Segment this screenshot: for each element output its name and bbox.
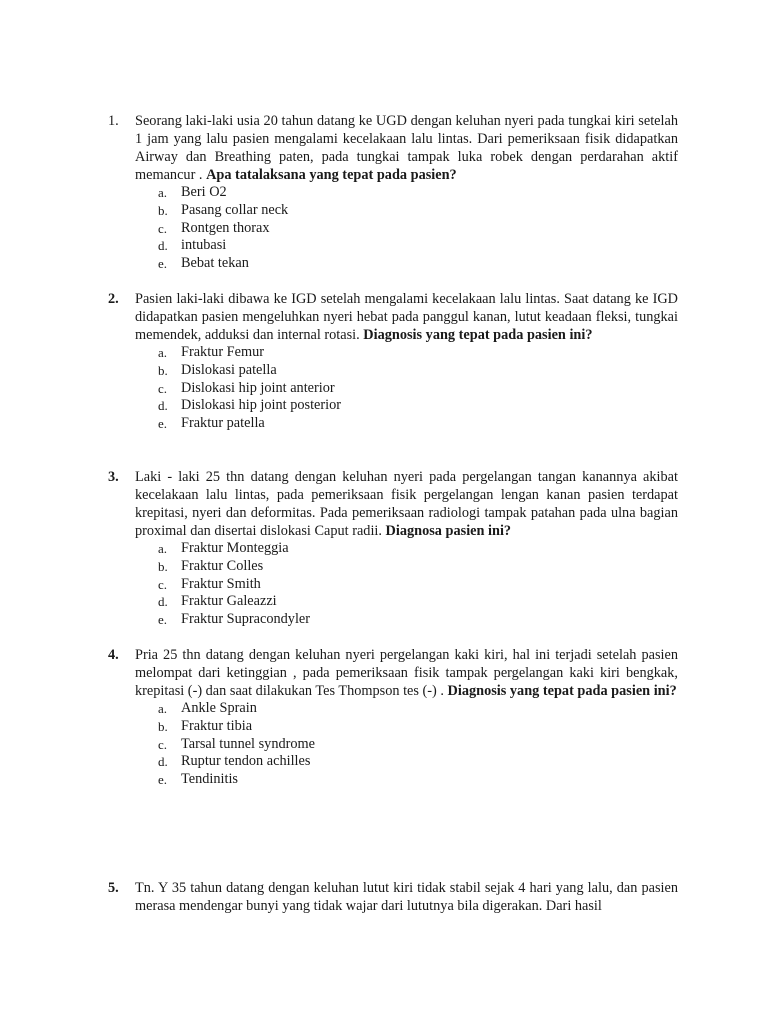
option-b	[158, 362, 678, 380]
option-label: Fraktur tibia	[181, 717, 253, 734]
option-letter: d.	[158, 594, 168, 610]
option-d	[158, 237, 678, 255]
question-body: Laki - laki 25 thn datang dengan keluhan nyeri pada pergelangan tangan kanannya akibat kecelakaan lalu lintas, pada pemeriksaan fisik pergelangan lengan kanan pasien terdapat krepitasi, nyeri dan deformitas. Pada pemeriksaan radiologi tampak patahan pada ulna bagian proximal dan disertai dislokasi Caput radii.	[135, 469, 678, 539]
option-label: Dislokasi hip joint posterior	[181, 397, 342, 414]
question-number: 4.	[108, 647, 119, 663]
option-label: Bebat tekan	[181, 255, 249, 272]
question-number: 3.	[108, 469, 119, 485]
option-letter: d.	[158, 398, 168, 414]
option-label: Fraktur Femur	[181, 344, 264, 360]
question-5	[108, 879, 678, 915]
option-label: Beri O2	[181, 184, 227, 200]
question-body: Pasien laki-laki dibawa ke IGD setelah mengalami kecelakaan lalu lintas. Saat datang ke IGD didapatkan pasien mengeluhkan nyeri hebat pada panggul kanan, lutut keadaan fleksi, tungkai memendek, adduksi dan internal rotasi.	[135, 291, 678, 343]
option-b	[158, 718, 678, 736]
option-d	[158, 593, 678, 611]
question-prompt: Diagnosis yang tepat pada pasien ini?	[363, 327, 593, 343]
option-a	[158, 184, 678, 202]
option-letter: b.	[158, 362, 168, 378]
option-label: Pasang collar neck	[181, 201, 289, 218]
option-c	[158, 576, 678, 594]
question-3	[108, 468, 678, 629]
option-e	[158, 771, 678, 789]
option-a	[158, 344, 678, 362]
option-b	[158, 202, 678, 220]
option-letter: c.	[158, 576, 168, 592]
option-letter: b.	[158, 718, 168, 734]
option-letter: b.	[158, 558, 168, 574]
question-text	[135, 646, 678, 700]
option-label: Fraktur Smith	[181, 575, 261, 592]
question-number: 1.	[108, 113, 119, 129]
option-c	[158, 736, 678, 754]
option-label: Dislokasi hip joint anterior	[181, 379, 335, 396]
option-label: Fraktur Colles	[181, 557, 264, 574]
option-label: Tarsal tunnel syndrome	[181, 735, 315, 752]
question-prompt: Apa tatalaksana yang tepat pada pasien?	[206, 167, 457, 183]
option-letter: c.	[158, 736, 168, 752]
option-letter: c.	[158, 380, 168, 396]
question-text	[135, 468, 678, 540]
option-d	[158, 397, 678, 415]
option-label: Fraktur Monteggia	[181, 540, 289, 556]
option-letter: a.	[158, 345, 168, 360]
option-letter: d.	[158, 238, 168, 254]
option-e	[158, 415, 678, 433]
option-d	[158, 753, 678, 771]
option-e	[158, 255, 678, 273]
option-letter: d.	[158, 754, 168, 770]
option-label: Fraktur Galeazzi	[181, 593, 277, 610]
question-number: 5.	[108, 880, 119, 896]
option-a	[158, 540, 678, 558]
option-letter: e.	[158, 772, 168, 788]
question-body: Seorang laki-laki usia 20 tahun datang ke UGD dengan keluhan nyeri pada tungkai kiri setelah 1 jam yang lalu pasien mengalami kecelakaan lalu lintas. Dari pemeriksaan fisik didapatkan Airway dan Breathing paten, pada tungkai tampak luka robek dengan perdarahan aktif memancur .	[135, 113, 678, 183]
question-text	[135, 879, 678, 915]
question-text	[135, 290, 678, 344]
option-c	[158, 380, 678, 398]
option-list	[158, 344, 678, 433]
question-1	[108, 112, 678, 273]
question-body: Pria 25 thn datang dengan keluhan nyeri pergelangan kaki kiri, hal ini terjadi setelah pasien melompat dari ketinggian , pada pemeriksaan fisik tampak pergelangan kaki kiri bengkak, krepitasi (-) dan saat dilakukan Tes Thompson tes (-) .	[135, 647, 678, 699]
option-b	[158, 558, 678, 576]
option-label: Ruptur tendon achilles	[181, 753, 311, 770]
question-text	[135, 112, 678, 184]
option-label: intubasi	[181, 237, 227, 254]
option-letter: a.	[158, 185, 168, 200]
option-letter: a.	[158, 541, 168, 556]
question-number: 2.	[108, 291, 119, 307]
option-letter: e.	[158, 256, 168, 272]
option-label: Fraktur Supracondyler	[181, 611, 311, 628]
option-a	[158, 700, 678, 718]
question-2	[108, 290, 678, 433]
option-letter: b.	[158, 202, 168, 218]
question-4	[108, 646, 678, 789]
option-list	[158, 184, 678, 273]
option-label: Rontgen thorax	[181, 219, 270, 236]
option-letter: a.	[158, 701, 168, 716]
option-letter: e.	[158, 416, 168, 432]
option-label: Tendinitis	[181, 771, 238, 788]
option-list	[158, 540, 678, 629]
option-e	[158, 611, 678, 629]
option-letter: c.	[158, 220, 168, 236]
option-letter: e.	[158, 612, 168, 628]
option-label: Dislokasi patella	[181, 361, 277, 378]
option-list	[158, 700, 678, 789]
option-c	[158, 220, 678, 238]
question-prompt: Diagnosa pasien ini?	[385, 523, 512, 539]
question-body: Tn. Y 35 tahun datang dengan keluhan lutut kiri tidak stabil sejak 4 hari yang lalu, dan pasien merasa mendengar bunyi yang tidak wajar dari lututnya bila digerakan. Dari hasil	[135, 880, 678, 914]
option-label: Ankle Sprain	[181, 700, 257, 716]
option-label: Fraktur patella	[181, 415, 265, 432]
question-prompt: Diagnosis yang tepat pada pasien ini?	[447, 683, 677, 699]
